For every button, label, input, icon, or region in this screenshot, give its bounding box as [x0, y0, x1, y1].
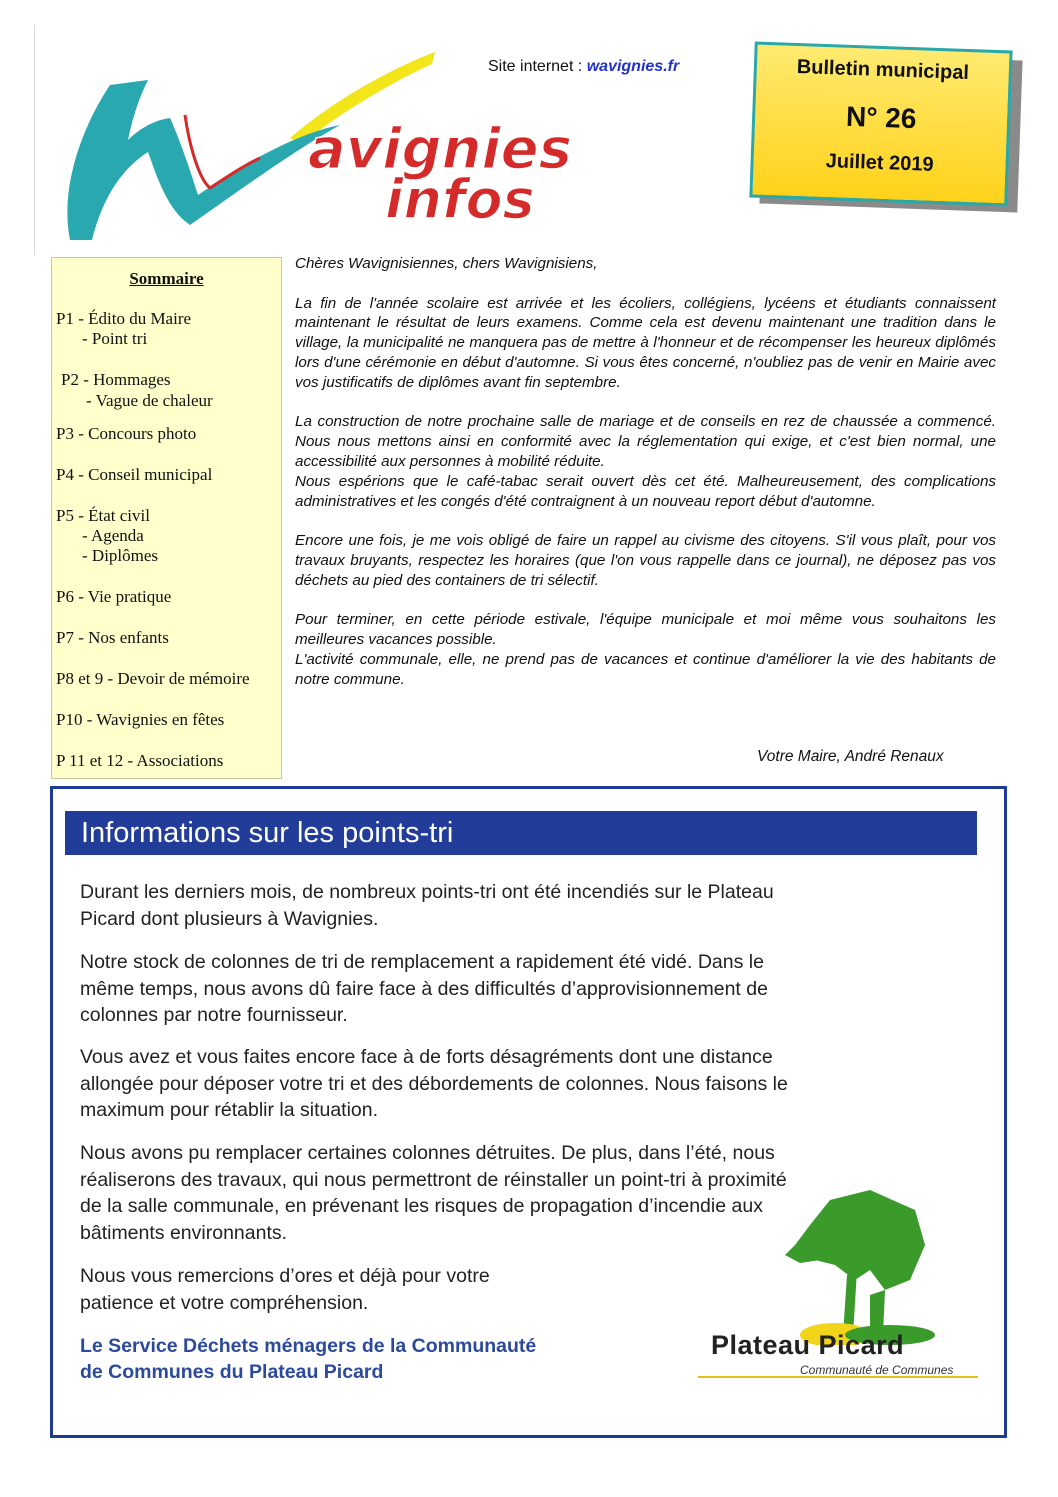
header-divider [34, 25, 35, 255]
logo-text-line1: avignies [308, 117, 572, 182]
sommaire-item[interactable]: - Agenda [82, 526, 144, 545]
site-label: Site internet : [488, 58, 587, 75]
badge-number: N° 26 [845, 100, 917, 135]
points-tri-title: Informations sur les points-tri [65, 811, 977, 855]
badge-title: Bulletin municipal [796, 56, 970, 85]
letter-paragraph: Pour terminer, en cette période estivale, l'équipe municipale et moi même vous souhaitons les meilleures vacances possible. [295, 611, 996, 649]
info-paragraph: Durant les derniers mois, de nombreux points-tri ont été incendiés sur le Plateau Picard dont plusieurs à Wavignies. [80, 881, 774, 930]
info-paragraph: Notre stock de colonnes de tri de remplacement a rapidement été vidé. Dans le même temps, nous avons dû faire face à des difficultés d’approvisionnement de colonnes par notre fournisseur. [80, 951, 768, 1026]
site-line [488, 58, 679, 76]
info-paragraph: Nous vous remercions d’ores et déjà pour votre patience et votre compréhension. [80, 1265, 490, 1314]
sommaire-item[interactable]: P 11 et 12 - Associations [56, 751, 224, 770]
bulletin-badge [749, 42, 1012, 207]
sommaire-title: Sommaire [129, 269, 204, 288]
sommaire-item[interactable]: P5 - État civil [56, 506, 150, 525]
sommaire-item[interactable]: - Point tri [82, 329, 148, 348]
sommaire-item[interactable]: P10 - Wavignies en fêtes [56, 710, 225, 729]
sommaire-item[interactable]: P7 - Nos enfants [56, 628, 169, 647]
signoff-line: de Communes du Plateau Picard [80, 1361, 384, 1383]
plateau-picard-subtitle: Communauté de Communes [800, 1363, 954, 1377]
sommaire-item[interactable]: P2 - Hommages [61, 370, 171, 389]
signoff-line: Le Service Déchets ménagers de la Communauté [80, 1335, 537, 1357]
sommaire-item[interactable]: P6 - Vie pratique [56, 587, 172, 606]
letter-paragraph: Nous espérions que le café-tabac serait ouvert dès cet été. Malheureusement, des complications administratives et les congés d'été contraignent à un nouveau report début d'automne. [295, 472, 996, 510]
sommaire-item[interactable]: P1 - Édito du Maire [56, 309, 192, 328]
sommaire-item[interactable]: P4 - Conseil municipal [56, 465, 213, 484]
letter-paragraph: La fin de l'année scolaire est arrivée et les écoliers, collégiens, lycéens et étudiants connaissent maintenant le résultat de leurs examens. Comme cela est devenu maintenant une tradition dans le village, la municipalité ne manquera pas de mettre à l'honneur et de récompenser les heureux diplômés lors d'une cérémonie en début d'automne. Si vous êtes concerné, n'oubliez pas de venir en Mairie avec vos justificatifs de diplômes avant fin septembre. [295, 294, 996, 391]
sommaire-item[interactable]: - Diplômes [82, 546, 159, 565]
badge-date: Juillet 2019 [825, 150, 934, 176]
mayor-signature: Votre Maire, André Renaux [757, 748, 944, 765]
site-url-link[interactable]: wavignies.fr [586, 58, 680, 75]
plateau-picard-name: Plateau Picard [711, 1330, 905, 1360]
editorial-letter [295, 254, 996, 709]
letter-paragraph: Encore une fois, je me vois obligé de faire un rappel au civisme des citoyens. S'il vous plaît, pour vos travaux bruyants, respectez les horaires (que l'on vous rappelle dans ce journal), ne déposez pas vos déchets au pied des containers de tri sélectif. [295, 532, 996, 589]
sommaire-item[interactable]: P8 et 9 - Devoir de mémoire [56, 669, 250, 688]
letter-paragraph: L'activité communale, elle, ne prend pas de vacances et continue d'améliorer la vie des habitants de notre commune. [295, 650, 996, 688]
info-paragraph: Nous avons pu remplacer certaines colonnes détruites. De plus, dans l’été, nous réaliserons des travaux, qui nous permettront de réinstaller un point-tri à proximité de la salle communale, en prévenant les risques de propagation d’incendie aux bâtiments environnants. [80, 1142, 787, 1244]
sommaire-item[interactable]: P3 - Concours photo [56, 424, 197, 443]
sommaire-item[interactable]: - Vague de chaleur [86, 391, 213, 410]
logo-text-line2: infos [385, 168, 535, 231]
info-paragraph: Vous avez et vous faites encore face à de forts désagréments dont une distance allongée pour déposer votre tri et des débordements de colonnes. Nous faisons le maximum pour rétablir la situation. [80, 1046, 788, 1121]
sommaire-box [51, 257, 282, 779]
tree-icon [775, 1185, 935, 1345]
letter-paragraph: La construction de notre prochaine salle de mariage et de conseils en rez de chaussée a commencé. Nous nous mettons ainsi en conformité avec la réglementation qui exige, et c'est bien normal, une accessibilité aux personnes à mobilité réduite. [295, 413, 996, 470]
letter-greeting: Chères Wavignisiennes, chers Wavignisiens, [295, 255, 598, 272]
service-signoff [80, 1333, 536, 1385]
